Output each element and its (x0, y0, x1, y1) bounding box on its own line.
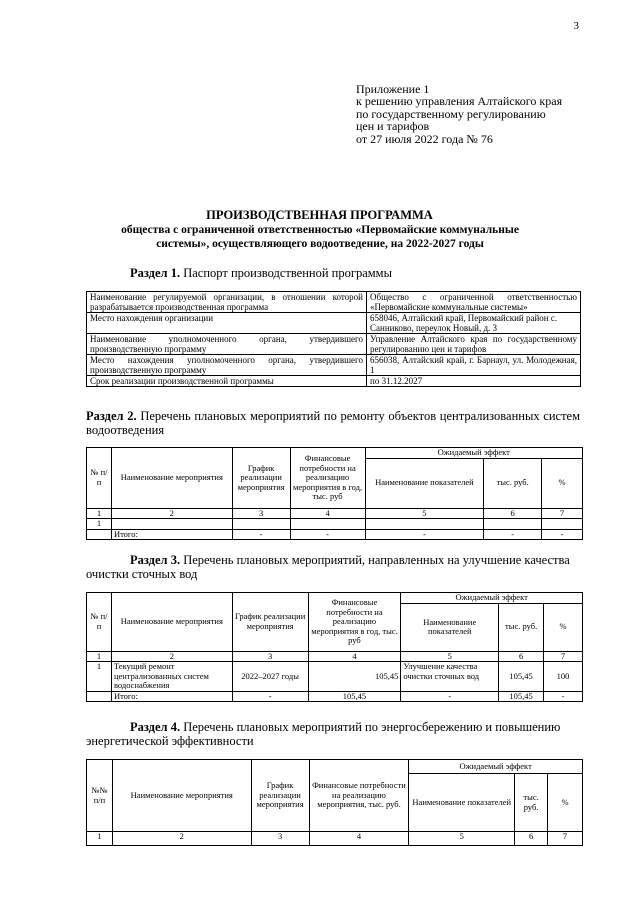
appendix-line: к решению управления Алтайского края (356, 94, 563, 109)
passport-row-name: Наименование регулируемой организации, в отношении которой разрабатывается производственная программа (87, 292, 367, 313)
table-row (87, 662, 583, 692)
cell (365, 519, 484, 530)
col-num: 1 (87, 832, 113, 846)
passport-table (86, 291, 581, 387)
section-label: Раздел 1. (130, 266, 181, 280)
section-3-title (86, 553, 582, 581)
col-num: 5 (365, 508, 484, 519)
passport-row-value: по 31.12.2027 (367, 376, 581, 387)
passport-row-name: Срок реализации производственной программы (87, 376, 367, 387)
passport-row-value: 656038, Алтайский край, г. Барнаул, ул. Молодежная, 1 (367, 355, 581, 376)
total-schedule: - (232, 529, 290, 540)
col-num: 3 (232, 508, 290, 519)
col-num: 2 (111, 651, 232, 662)
total-row (87, 529, 583, 540)
row-name: Текущий ремонт централизованных систем водоснабжения (111, 662, 232, 692)
total-label: Итого: (111, 529, 232, 540)
total-percent: - (544, 691, 583, 702)
total-indicator: - (401, 691, 499, 702)
appendix-line: цен и тарифов (356, 119, 430, 134)
cell (290, 519, 365, 530)
cell (87, 691, 112, 702)
col-num: 4 (309, 832, 409, 846)
header-thousand: тыс. руб. (499, 603, 544, 651)
header-indicator: Наименование показателей (401, 603, 499, 651)
col-num: 6 (484, 508, 542, 519)
total-finance: 105,45 (308, 691, 401, 702)
passport-row-value: Управление Алтайского края по государственному регулированию цен и тарифов (367, 334, 581, 355)
passport-row (87, 292, 581, 313)
header-name: Наименование мероприятия (112, 760, 251, 832)
header-thousand: тыс. руб. (484, 458, 542, 508)
column-numbers-row (87, 832, 583, 846)
section-4-title (86, 720, 582, 748)
header-effect: Ожидаемый эффект (409, 760, 583, 774)
col-num: 4 (308, 651, 401, 662)
cell (111, 519, 232, 530)
appendix-line: по государственному регулированию (356, 106, 546, 121)
section-text: Перечень плановых мероприятий, направленных на улучшение качества очистки сточных вод (86, 553, 570, 581)
cell (484, 519, 542, 530)
header-schedule: График реализации мероприятия (232, 448, 290, 509)
col-num: 1 (87, 508, 112, 519)
passport-row-name: Наименование уполномоченного органа, утвердившего производственную программу (87, 334, 367, 355)
header-num: № п/п (87, 593, 112, 652)
cell (232, 519, 290, 530)
appendix-line: от 27 июля 2022 года № 76 (356, 131, 493, 146)
section-2-table (86, 447, 583, 540)
header-thousand: тыс. руб. (515, 774, 548, 832)
total-row (87, 691, 583, 702)
page-number: 3 (573, 20, 579, 32)
total-thousand: 105,45 (499, 691, 544, 702)
total-finance: - (290, 529, 365, 540)
header-num: №№ п/п (87, 760, 113, 832)
appendix-block (356, 83, 562, 145)
passport-row-value: 658046, Алтайский край, Первомайский район с. Санниково, переулок Новый, д. 3 (367, 313, 581, 334)
header-schedule: График реализации мероприятия (232, 593, 308, 652)
header-percent: % (542, 458, 583, 508)
col-num: 6 (499, 651, 544, 662)
passport-row (87, 313, 581, 334)
col-num: 2 (111, 508, 232, 519)
row-thousand: 105,45 (499, 662, 544, 692)
cell (87, 529, 112, 540)
col-num: 3 (251, 832, 309, 846)
passport-row (87, 334, 581, 355)
col-num: 3 (232, 651, 308, 662)
header-indicator: Наименование показателей (365, 458, 484, 508)
col-num: 7 (542, 508, 583, 519)
col-num: 6 (515, 832, 548, 846)
col-num: 4 (290, 508, 365, 519)
total-label: Итого: (111, 691, 232, 702)
section-2-title (86, 409, 580, 437)
col-num: 7 (544, 651, 583, 662)
header-finance: Финансовые потребности на реализацию мероприятия в год, тыс. руб (290, 448, 365, 509)
header-percent: % (544, 603, 583, 651)
header-percent: % (548, 774, 583, 832)
section-1-title (130, 266, 392, 280)
col-num: 5 (409, 832, 515, 846)
row-finance: 105,45 (308, 662, 401, 692)
header-finance: Финансовые потребности на реализацию мероприятия в год, тыс. руб (308, 593, 401, 652)
row-percent: 100 (544, 662, 583, 692)
passport-row-name: Место нахождения уполномоченного органа, утвердившего производственную программу (87, 355, 367, 376)
header-name: Наименование мероприятия (111, 593, 232, 652)
column-numbers-row (87, 651, 583, 662)
col-num: 7 (548, 832, 583, 846)
section-text: Паспорт производственной программы (183, 266, 392, 280)
section-4-table (86, 759, 583, 846)
row-num: 1 (87, 662, 112, 692)
document-title: ПРОИЗВОДСТВЕННАЯ ПРОГРАММА (206, 208, 433, 222)
column-numbers-row (87, 508, 583, 519)
header-schedule: График реализации мероприятия (251, 760, 309, 832)
col-num: 5 (401, 651, 499, 662)
row-indicator: Улучшение качества очистки сточных вод (401, 662, 499, 692)
header-finance: Финансовые потребности на реализацию мероприятия, тыс. руб. (309, 760, 409, 832)
header-name: Наименование мероприятия (111, 448, 232, 509)
header-indicator: Наименование показателей (409, 774, 515, 832)
header-effect: Ожидаемый эффект (401, 593, 583, 604)
cell (542, 519, 583, 530)
total-indicator: - (365, 529, 484, 540)
section-3-table (86, 592, 583, 702)
passport-row (87, 355, 581, 376)
header-effect: Ожидаемый эффект (365, 448, 582, 459)
header-num: № п/п (87, 448, 112, 509)
total-percent: - (542, 529, 583, 540)
row-num: 1 (87, 519, 112, 530)
table-row (87, 519, 583, 530)
section-label: Раздел 3. (130, 553, 181, 567)
section-label: Раздел 2. (86, 409, 137, 423)
row-schedule: 2022–2027 годы (232, 662, 308, 692)
section-text: Перечень плановых мероприятий по энергосбережению и повышению энергетической эффективности (86, 720, 561, 748)
document-subtitle: общества с ограниченной ответственностью «Первомайские коммунальные системы», осуществляющего водоотведение, на 2022-2027 годы (121, 224, 519, 250)
passport-row-value: Общество с ограниченной ответственностью «Первомайские коммунальные системы» (367, 292, 581, 313)
passport-row (87, 376, 581, 387)
col-num: 1 (87, 651, 112, 662)
section-label: Раздел 4. (130, 720, 181, 734)
col-num: 2 (112, 832, 251, 846)
total-thousand: - (484, 529, 542, 540)
appendix-line: Приложение 1 (356, 82, 430, 96)
total-schedule: - (232, 691, 308, 702)
section-text: Перечень плановых мероприятий по ремонту объектов централизованных систем водоотведения (86, 409, 581, 437)
passport-row-name: Место нахождения организации (87, 313, 367, 334)
